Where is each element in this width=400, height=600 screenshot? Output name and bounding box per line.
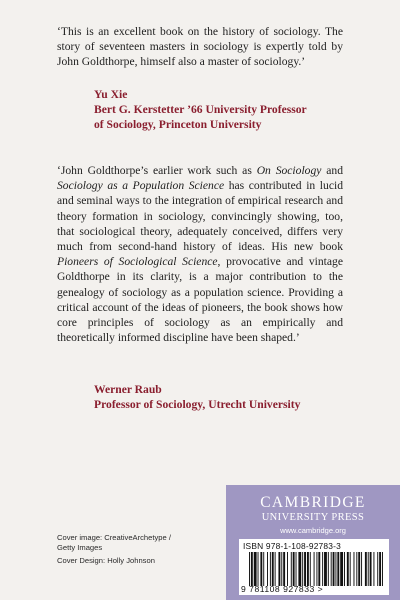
quote-2-book-title-2: Sociology as a Population Science: [57, 179, 225, 193]
endorsement-quote-2: [57, 163, 343, 345]
publisher-url: www.cambridge.org: [280, 526, 346, 535]
quote-2-part-4: , provocative and vintage Goldthorpe in its clarity, is a major contribution to the genealogy of sociology as a population science. Providing a critical account of the ideas of pioneers, the book shows how core principles of sociology as an empirically and theoretically informed discipline have been shaped.’: [57, 255, 343, 345]
barcode-icon: [249, 552, 383, 586]
cover-image-credit: [57, 533, 171, 553]
quote-1-text: ‘This is an excellent book on the history of sociology. The story of seventeen masters in sociology is expertly told by John Goldthorpe, himself also a master of sociology.’: [57, 25, 343, 69]
quote-2-book-title-1: On Sociology: [256, 164, 322, 177]
endorsement-quote-1: [57, 24, 343, 70]
quote-2-author: Werner Raub: [94, 383, 162, 396]
quote-2-role: Professor of Sociology, Utrecht University: [94, 398, 301, 412]
barcode-block: [239, 539, 389, 595]
endorsement-attribution-1: [94, 87, 364, 133]
publisher-subtitle: UNIVERSITY PRESS: [261, 512, 365, 523]
quote-2-book-title-3: Pioneers of Sociological Science: [57, 255, 218, 269]
endorsement-attribution-2: [94, 382, 364, 412]
quote-2-part-1: ‘John Goldthorpe’s earlier work such as: [57, 164, 257, 177]
publisher-panel: [226, 485, 400, 600]
quote-1-role-line-2: of Sociology, Princeton University: [94, 118, 262, 132]
quote-1-role-line-1: Bert G. Kerstetter ’66 University Professor: [94, 103, 307, 117]
cover-image-credit-line-1: Cover image: CreativeArchetype /: [57, 533, 171, 542]
barcode-digits: 9 781108 927833 >: [241, 584, 324, 594]
publisher-name: CAMBRIDGE: [260, 494, 366, 511]
cover-design-credit: Cover Design: Holly Johnson: [57, 556, 155, 565]
quote-2-part-2: and: [321, 164, 344, 177]
quote-1-author: Yu Xie: [94, 88, 128, 101]
isbn-text: ISBN 978-1-108-92783-3: [243, 541, 341, 551]
quote-2-part-3: has contributed in lucid and seminal ways to the integration of empirical research and theory formation in sociology, convincingly showing, too, that sociological theory, adequately conceived, differs very much from second-hand history of ideas. His new book: [57, 179, 343, 254]
cover-image-credit-line-2: Getty Images: [57, 543, 103, 552]
